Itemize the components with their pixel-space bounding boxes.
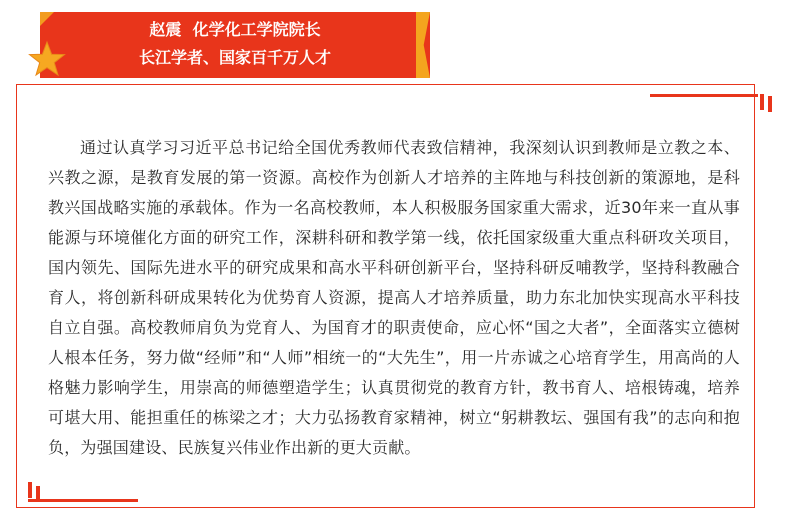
person-honors: 长江学者、国家百千万人才: [138, 48, 331, 67]
corner-bars-icon: [650, 94, 780, 116]
corner-bars-icon: [28, 476, 138, 502]
article-paragraph: 通过认真学习习近平总书记给全国优秀教师代表致信精神，我深刻认识到教师是立教之本、兴教之源，是教育发展的第一资源。高校作为创新人才培养的主阵地与科技创新的策源地，是科教兴国战略实施的承载体。作为一名高校教师，本人积极服务国家重大需求，近30年来一直从事能源与环境催化方面的研究工作，深耕科研和教学第一线，依托国家级重大重点科研攻关项目，国内领先、国际先进水平的研究成果和高水平科研创新平台，坚持科研反哺教学，坚持科教融合育人，将创新科研成果转化为优势育人资源，提高人才培养质量，助力东北加快实现高水平科技自立自强。高校教师肩负为党育人、为国育才的职责使命，应心怀“国之大者”，全面落实立德树人根本任务，努力做“经师”和“人师”相统一的“大先生”，用一片赤诚之心培育学生，用高尚的人格魅力影响学生，用崇高的师德塑造学生；认真贯彻党的教育方针，教书育人、培根铸魂，培养可堪大用、能担重任的栋梁之才；大力弘扬教育家精神，树立“躬耕教坛、强国有我”的志向和抱负，为强国建设、民族复兴伟业作出新的更大贡献。: [48, 138, 740, 457]
star-icon: [28, 40, 66, 78]
banner-fold: [40, 12, 54, 26]
banner-text: [60, 16, 410, 72]
person-name-title: 赵震 化学化工学院院长: [149, 20, 321, 39]
